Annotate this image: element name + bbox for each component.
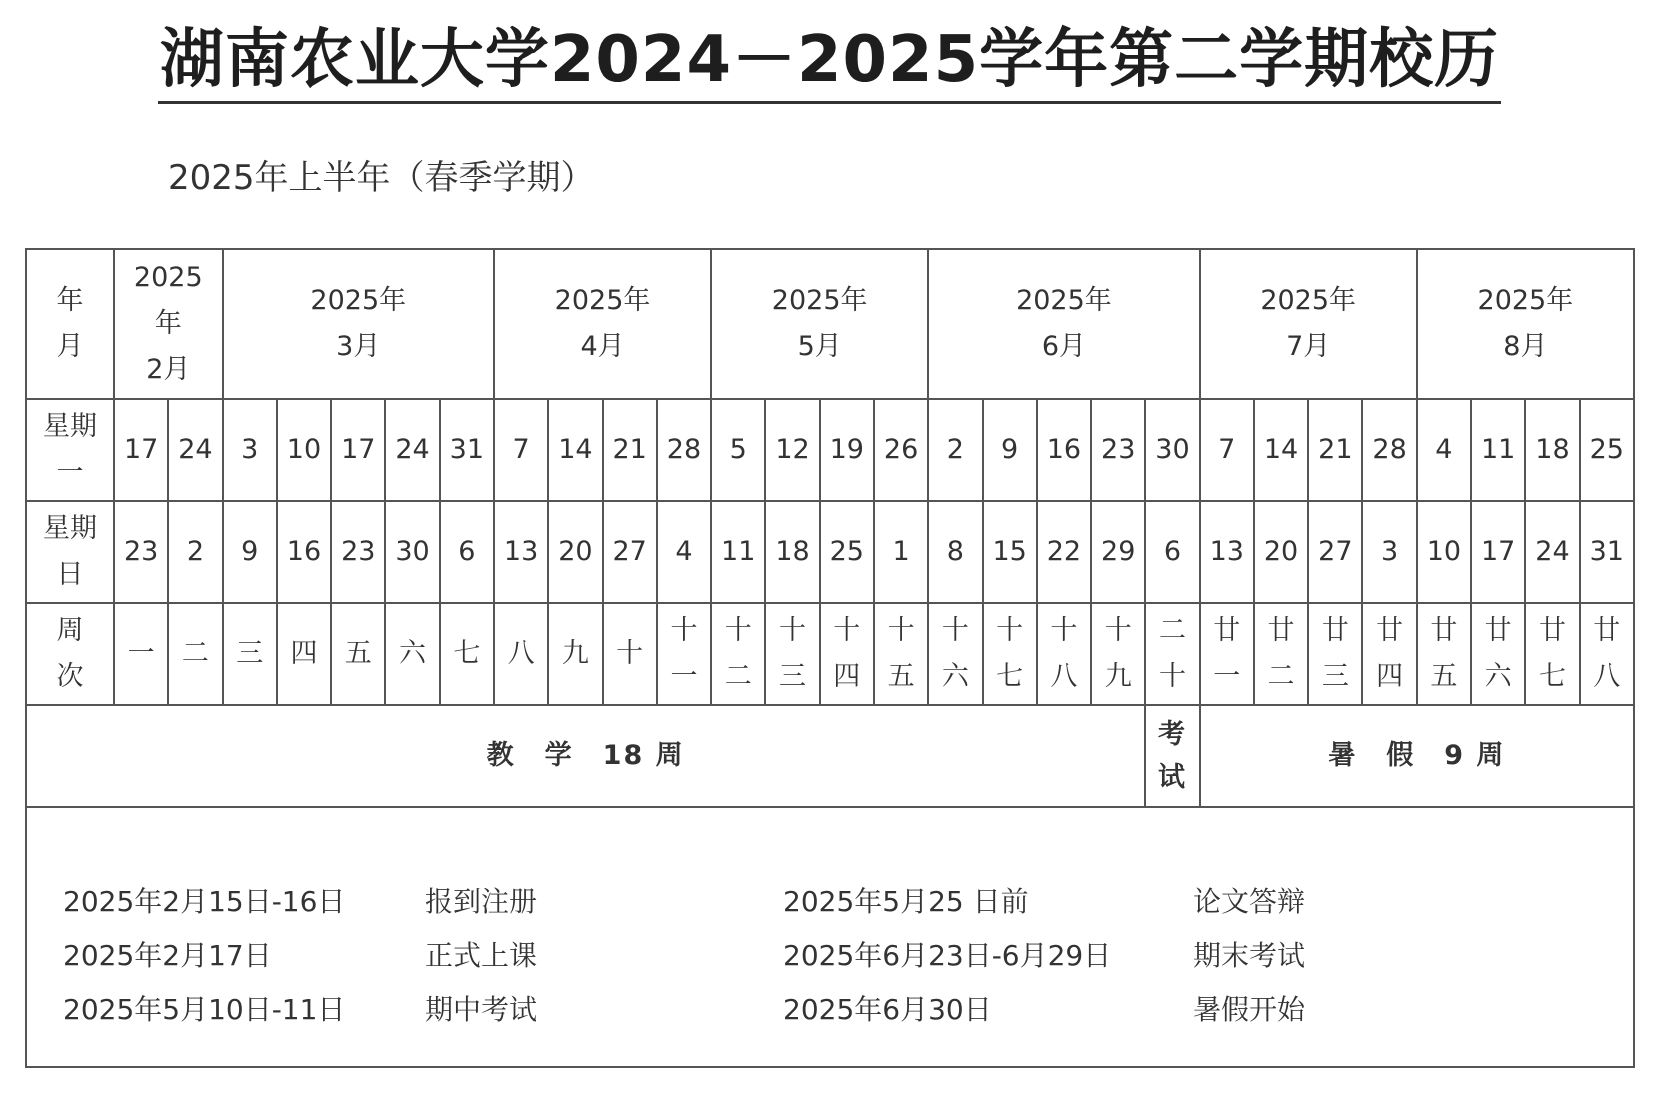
sunday-date-cell: 1 [874, 501, 928, 603]
exam-period [1145, 705, 1199, 807]
month-header-line-1: 2025年 [1016, 285, 1112, 317]
week-number-cell [1362, 603, 1416, 705]
month-header-line-2: 6月 [1041, 331, 1087, 362]
sunday-date-cell: 20 [548, 501, 602, 603]
monday-date-cell: 31 [440, 399, 494, 501]
week-number-line-1: 廿 [1538, 615, 1566, 647]
semester-subtitle: 2025年上半年（春季学期） [168, 158, 595, 198]
week-number-cell [1308, 603, 1362, 705]
month-header-line-1: 2025年 [1260, 285, 1357, 317]
monday-date-cell: 7 [1200, 399, 1254, 501]
week-number-line-2: 二 [724, 661, 752, 692]
week-number-line-1: 廿 [1484, 615, 1512, 647]
monday-date-cell: 19 [820, 399, 874, 501]
sunday-date-cell: 6 [1145, 501, 1199, 603]
sunday-date-cell: 27 [1308, 501, 1362, 603]
week-number-line-1: 廿 [1593, 615, 1621, 647]
monday-date-cell: 28 [1362, 399, 1416, 501]
week-number-cell [1580, 603, 1634, 705]
monday-date-cell: 21 [603, 399, 657, 501]
monday-date-cell: 5 [711, 399, 765, 501]
monday-date-cell: 30 [1145, 399, 1199, 501]
month-header [928, 249, 1199, 399]
week-number-cell [440, 603, 494, 705]
sunday-date-cell: 24 [1525, 501, 1579, 603]
week-number-cell [548, 603, 602, 705]
note-event-6: 暑假开始 [1193, 993, 1306, 1026]
week-number-cell [1525, 603, 1579, 705]
exam-period-line-2: 试 [1157, 762, 1187, 793]
week-number-line-1: 二 [1158, 615, 1186, 647]
monday-date-cell: 14 [548, 399, 602, 501]
sunday-date-cell: 6 [440, 501, 494, 603]
week-number-line-2: 三 [779, 661, 807, 692]
week-number-line-2: 九 [1104, 661, 1132, 692]
month-header [114, 249, 223, 399]
monday-date-cell: 7 [494, 399, 548, 501]
month-header [1417, 249, 1634, 399]
monday-row-label-line-1: 星期 [43, 411, 97, 443]
month-header-line-1: 2025 [133, 262, 203, 294]
week-number-cell [1254, 603, 1308, 705]
monday-date-cell: 11 [1471, 399, 1525, 501]
week-number-line-1: 五 [344, 638, 372, 670]
monday-row-label [26, 399, 114, 501]
week-number-line-1: 廿 [1430, 615, 1458, 647]
sunday-date-cell: 23 [114, 501, 168, 603]
week-number-line-2: 一 [670, 661, 698, 692]
sunday-date-cell: 31 [1580, 501, 1634, 603]
monday-date-cell: 4 [1417, 399, 1471, 501]
sunday-date-cell: 30 [385, 501, 439, 603]
sunday-date-cell: 17 [1471, 501, 1525, 603]
week-number-line-1: 十 [1104, 615, 1132, 647]
week-number-line-2: 三 [1321, 661, 1349, 692]
week-number-line-1: 七 [453, 638, 481, 670]
week-number-line-2: 七 [996, 661, 1024, 692]
sunday-date-cell: 10 [1417, 501, 1471, 603]
teaching-period: 教 学 18 周 [26, 705, 1145, 807]
week-number-cell [385, 603, 439, 705]
monday-date-cell: 9 [983, 399, 1037, 501]
week-number-cell [494, 603, 548, 705]
week-number-line-2: 七 [1538, 661, 1566, 692]
sunday-row-label-line-1: 星期 [43, 513, 97, 545]
week-number-line-1: 廿 [1321, 615, 1349, 647]
monday-date-cell: 25 [1580, 399, 1634, 501]
week-number-cell [603, 603, 657, 705]
monday-date-cell: 28 [657, 399, 711, 501]
note-date-6: 2025年6月30日 [783, 993, 992, 1026]
month-header-line-1: 2025年 [310, 285, 407, 317]
week-number-line-1: 十 [833, 615, 861, 647]
sunday-row-label-line-2: 日 [56, 559, 84, 590]
sunday-date-cell: 8 [928, 501, 982, 603]
sunday-date-cell: 27 [603, 501, 657, 603]
note-event-1: 报到注册 [425, 885, 538, 918]
week-number-line-1: 三 [236, 638, 264, 670]
week-number-cell [765, 603, 819, 705]
monday-date-cell: 3 [223, 399, 277, 501]
month-header-line-1: 2025年 [1477, 285, 1574, 317]
monday-date-cell: 21 [1308, 399, 1362, 501]
sunday-date-cell: 2 [168, 501, 222, 603]
note-date-2: 2025年2月17日 [63, 939, 272, 972]
week-number-line-2: 四 [1376, 661, 1404, 692]
week-number-line-1: 十 [1050, 615, 1078, 647]
month-header-line-1: 2025年 [554, 285, 651, 317]
week-number-cell [223, 603, 277, 705]
week-number-cell [657, 603, 711, 705]
month-header-line-2: 年 [154, 308, 182, 340]
month-row-label-line-1: 年 [56, 285, 84, 317]
monday-date-cell: 18 [1525, 399, 1579, 501]
week-number-line-2: 五 [887, 661, 915, 692]
sunday-date-cell: 18 [765, 501, 819, 603]
monday-date-cell: 14 [1254, 399, 1308, 501]
sunday-date-cell: 16 [277, 501, 331, 603]
monday-date-cell: 17 [331, 399, 385, 501]
week-number-line-1: 十 [996, 615, 1024, 647]
page-title-text: 湖南农业大学2024－2025学年第二学期校历 [158, 23, 1501, 104]
exam-period-line-1: 考 [1157, 718, 1187, 750]
notes-row [26, 807, 1634, 1067]
note-event-3: 期中考试 [425, 993, 538, 1026]
monday-date-cell: 24 [385, 399, 439, 501]
note-event-5: 期末考试 [1193, 939, 1306, 972]
month-header-line-1: 2025年 [771, 285, 868, 317]
note-date-5: 2025年6月23日-6月29日 [783, 939, 1112, 972]
week-number-line-1: 一 [127, 638, 155, 670]
week-number-line-1: 九 [561, 638, 589, 670]
sunday-row-label [26, 501, 114, 603]
sunday-date-cell: 11 [711, 501, 765, 603]
week-row [26, 603, 1634, 705]
page-title [0, 8, 1659, 100]
sunday-date-cell: 15 [983, 501, 1037, 603]
summer-vacation-period: 暑 假 9 周 [1200, 705, 1634, 807]
week-number-cell [1200, 603, 1254, 705]
notes-cell [26, 807, 1634, 1067]
monday-date-cell: 12 [765, 399, 819, 501]
month-header [223, 249, 494, 399]
monday-date-cell: 17 [114, 399, 168, 501]
week-number-line-1: 六 [399, 638, 427, 670]
month-header [711, 249, 928, 399]
week-number-cell [820, 603, 874, 705]
sunday-date-cell: 22 [1037, 501, 1091, 603]
month-header [494, 249, 711, 399]
week-number-cell [1417, 603, 1471, 705]
week-number-line-2: 四 [833, 661, 861, 692]
notes-list [27, 808, 1633, 1066]
sunday-date-cell: 25 [820, 501, 874, 603]
note-event-4: 论文答辩 [1193, 885, 1306, 918]
week-number-cell [331, 603, 385, 705]
monday-date-cell: 26 [874, 399, 928, 501]
sunday-row [26, 501, 1634, 603]
week-number-cell [874, 603, 928, 705]
month-header [1200, 249, 1417, 399]
week-number-line-1: 廿 [1376, 615, 1404, 647]
week-number-cell [1471, 603, 1525, 705]
sunday-date-cell: 3 [1362, 501, 1416, 603]
week-row-label-line-1: 周 [56, 615, 84, 647]
week-number-cell [168, 603, 222, 705]
week-number-line-1: 十 [941, 615, 969, 647]
week-number-line-2: 十 [1158, 661, 1186, 692]
week-number-line-2: 八 [1593, 661, 1621, 692]
monday-date-cell: 10 [277, 399, 331, 501]
week-number-cell [114, 603, 168, 705]
monday-date-cell: 23 [1091, 399, 1145, 501]
month-header-line-2: 7月 [1286, 331, 1331, 362]
month-header-line-2: 4月 [580, 331, 625, 362]
week-number-line-1: 十 [724, 615, 752, 647]
sunday-date-cell: 23 [331, 501, 385, 603]
week-number-line-1: 十 [887, 615, 915, 647]
note-date-1: 2025年2月15日-16日 [63, 885, 346, 918]
week-number-cell [711, 603, 765, 705]
week-row-label-line-2: 次 [56, 661, 84, 692]
sunday-date-cell: 4 [657, 501, 711, 603]
week-number-line-1: 十 [616, 638, 644, 670]
month-row [26, 249, 1634, 399]
note-event-2: 正式上课 [425, 939, 538, 972]
week-number-cell [983, 603, 1037, 705]
week-number-line-1: 廿 [1267, 615, 1295, 647]
week-number-cell [277, 603, 331, 705]
sunday-date-cell: 9 [223, 501, 277, 603]
sunday-date-cell: 29 [1091, 501, 1145, 603]
month-header-line-3: 2月 [146, 353, 191, 385]
month-header-line-2: 5月 [797, 331, 842, 362]
monday-date-cell: 24 [168, 399, 222, 501]
monday-date-cell: 2 [928, 399, 982, 501]
month-row-label-line-2: 月 [56, 331, 84, 362]
monday-row-label-line-2: 一 [56, 457, 84, 488]
week-number-line-1: 四 [290, 638, 318, 670]
week-number-line-1: 廿 [1213, 615, 1241, 647]
week-number-line-2: 八 [1050, 661, 1078, 692]
week-number-line-2: 二 [1267, 661, 1295, 692]
month-header-line-2: 8月 [1503, 331, 1548, 362]
week-number-cell [928, 603, 982, 705]
week-number-line-1: 八 [507, 638, 535, 670]
sunday-date-cell: 20 [1254, 501, 1308, 603]
week-number-cell [1091, 603, 1145, 705]
sunday-date-cell: 13 [494, 501, 548, 603]
month-row-label [26, 249, 114, 399]
week-number-cell [1145, 603, 1199, 705]
calendar-table [25, 248, 1635, 1068]
note-date-3: 2025年5月10日-11日 [63, 993, 346, 1026]
phase-row [26, 705, 1634, 807]
week-number-line-2: 六 [941, 661, 969, 692]
monday-date-cell: 16 [1037, 399, 1091, 501]
week-number-line-2: 一 [1213, 661, 1241, 692]
week-number-line-1: 十 [670, 615, 698, 647]
week-row-label [26, 603, 114, 705]
monday-row [26, 399, 1634, 501]
week-number-line-2: 五 [1430, 661, 1458, 692]
week-number-line-1: 十 [779, 615, 807, 647]
week-number-cell [1037, 603, 1091, 705]
week-number-line-2: 六 [1484, 661, 1512, 692]
note-date-4: 2025年5月25 日前 [783, 885, 1029, 918]
sunday-date-cell: 13 [1200, 501, 1254, 603]
month-header-line-2: 3月 [336, 331, 381, 362]
week-number-line-1: 二 [181, 638, 209, 670]
